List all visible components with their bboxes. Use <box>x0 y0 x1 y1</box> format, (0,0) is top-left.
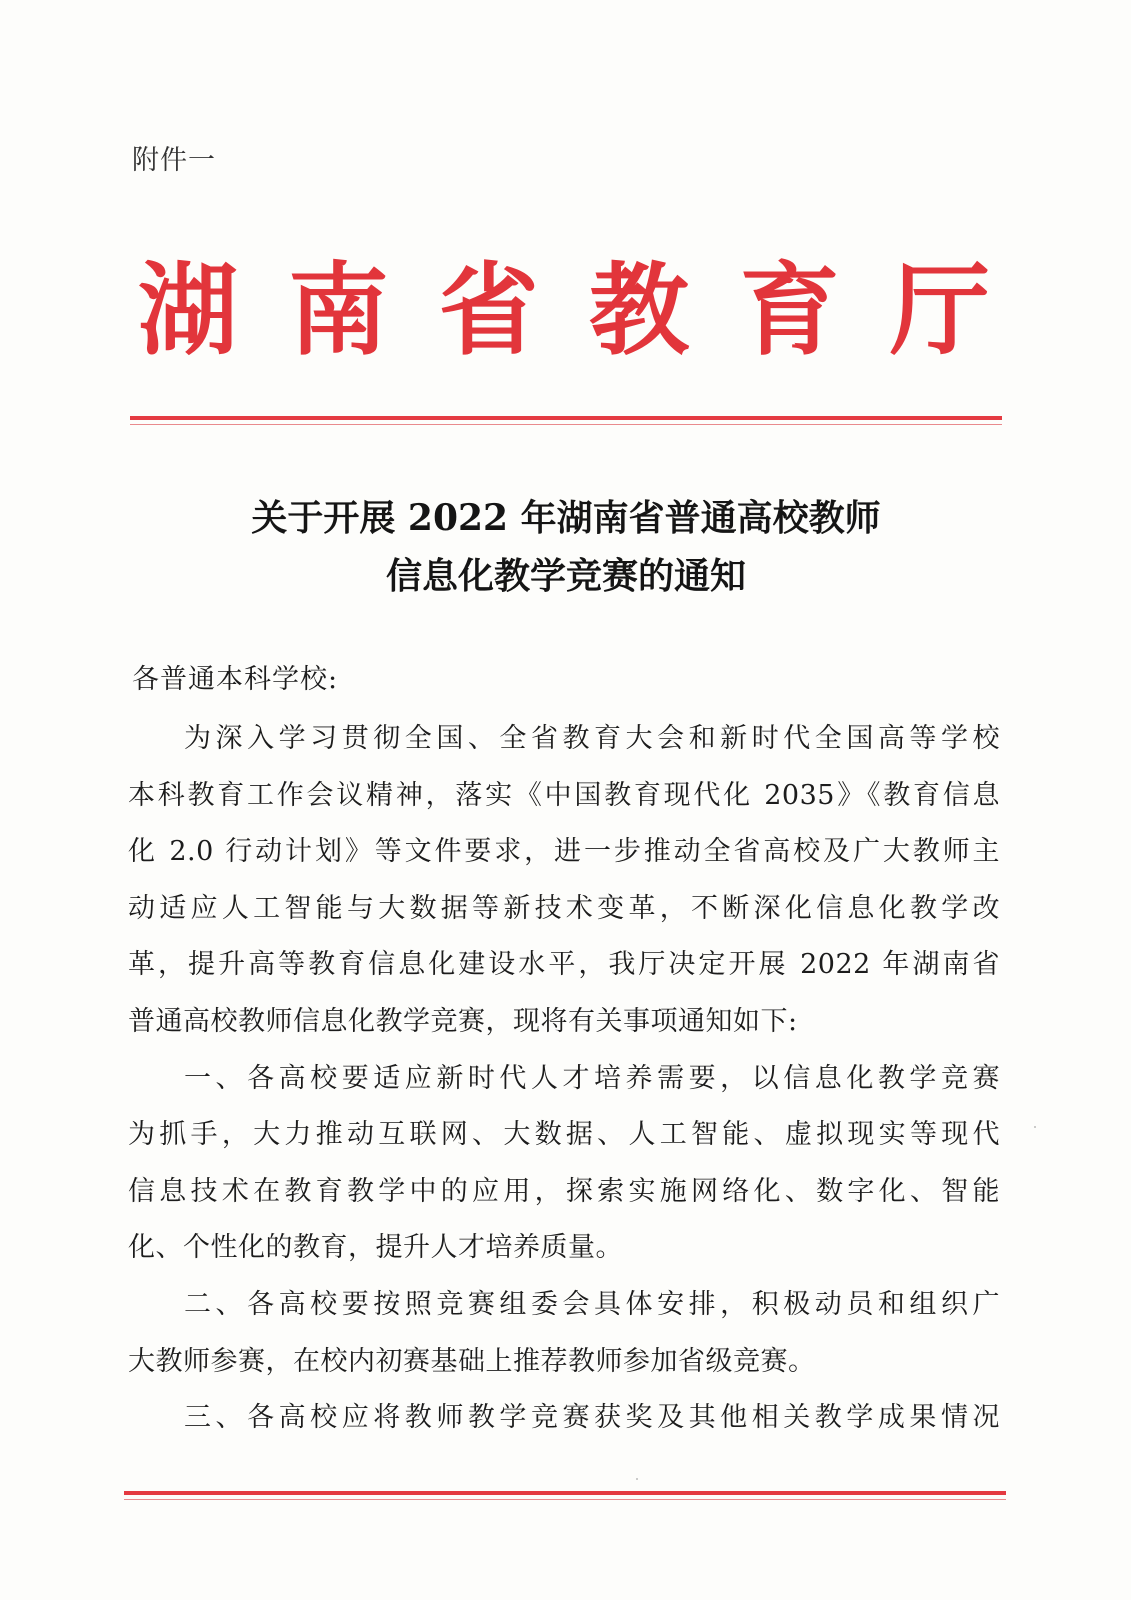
notice-title-line-2: 信息化教学竞赛的通知 <box>385 555 746 597</box>
organization-header <box>128 252 1000 369</box>
body-line: 化、个性化的教育，提升人才培养质量。 <box>128 1232 623 1264</box>
org-char: 南 <box>288 252 389 369</box>
body-line: 三、各高校应将教师教学竞赛获奖及其他相关教学成果情况 <box>184 1402 1000 1434</box>
footer-divider <box>124 1491 1006 1495</box>
org-char: 育 <box>739 252 840 369</box>
org-char: 厅 <box>889 252 990 369</box>
body-line: 二、各高校要按照竞赛组委会具体安排，积极动员和组织广 <box>184 1288 1000 1320</box>
body-line: 动适应人工智能与大数据等新技术变革，不断深化信息化教学改 <box>128 892 1000 924</box>
body-line: 普通高校教师信息化教学竞赛，现将有关事项通知如下: <box>128 1005 798 1037</box>
org-char: 教 <box>589 252 690 369</box>
body-line: 一、各高校要适应新时代人才培养需要，以信息化教学竞赛 <box>184 1062 1000 1094</box>
header-divider <box>130 416 1002 420</box>
body-line: 信息技术在教育教学中的应用，探索实施网络化、数字化、智能 <box>128 1175 1000 1207</box>
scan-speck <box>1034 1126 1036 1128</box>
org-char: 湖 <box>138 252 238 369</box>
body-line: 为抓手，大力推动互联网、大数据、人工智能、虚拟现实等现代 <box>128 1119 1000 1151</box>
body-line: 大教师参赛，在校内初赛基础上推荐教师参加省级竞赛。 <box>128 1345 816 1377</box>
body-line: 革，提升高等教育信息化建设水平，我厅决定开展 2022 年湖南省 <box>128 949 1000 981</box>
body-line: 为深入学习贯彻全国、全省教育大会和新时代全国高等学校 <box>184 723 1000 754</box>
org-char: 省 <box>438 252 539 369</box>
body-line: 本科教育工作会议精神，落实《中国教育现代化 2035》《教育信息 <box>128 779 1000 811</box>
attachment-label: 附件一 <box>132 145 216 176</box>
scan-speck <box>636 1478 638 1480</box>
body-text <box>128 711 1000 1447</box>
notice-title-line-1: 关于开展 2022 年湖南省普通高校教师 <box>251 497 881 539</box>
salutation: 各普通本科学校: <box>132 664 339 695</box>
body-line: 化 2.0 行动计划》等文件要求，进一步推动全省高校及广大教师主 <box>128 836 1000 868</box>
